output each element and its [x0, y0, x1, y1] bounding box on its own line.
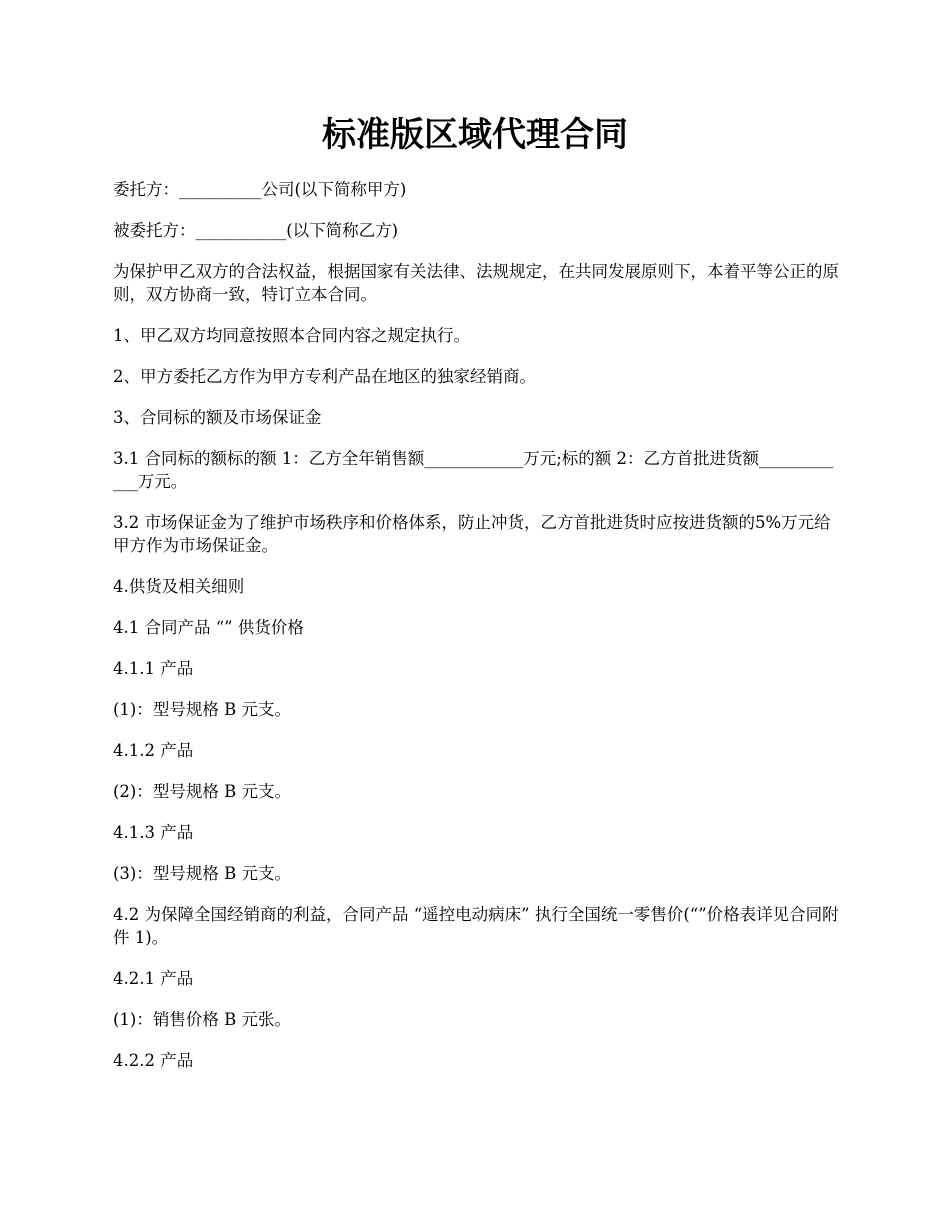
clause-4-1-1: 4.1.1 产品: [113, 659, 194, 678]
paragraph-preamble: 为保护甲乙双方的合法权益，根据国家有关法律、法规规定，在共同发展原则下，本着平等公正的原则，双方协商一致，特订立本合同。: [113, 262, 839, 304]
clause-3-heading: 3、合同标的额及市场保证金: [113, 408, 322, 427]
clause-4-1-2: 4.1.2 产品: [113, 741, 194, 760]
clause-4-heading: 4.供货及相关细则: [113, 577, 245, 596]
clause-3-2: 3.2 市场保证金为了维护市场秩序和价格体系，防止冲货，乙方首批进货时应按进货额的5%万元给甲方作为市场保证金。: [113, 513, 831, 555]
clause-4-1-1-item: (1)：型号规格 B 元支。: [113, 700, 291, 719]
clause-4-1-2-item: (2)：型号规格 B 元支。: [113, 782, 291, 801]
clause-4-2-1: 4.2.1 产品: [113, 969, 194, 988]
clause-4-2-1-item: (1)：销售价格 B 元张。: [113, 1010, 291, 1029]
clause-2: 2、甲方委托乙方作为甲方专利产品在地区的独家经销商。: [113, 367, 536, 386]
clause-4-1-3-item: (3)：型号规格 B 元支。: [113, 864, 291, 883]
clause-4-2: 4.2 为保障全国经销商的利益，合同产品 “遥控电动病床” 执行全国统一零售价(“”价格表详见合同附件 1)。: [113, 905, 839, 947]
clause-4-1: 4.1 合同产品 “” 供货价格: [113, 618, 304, 637]
clause-3-1: 3.1 合同标的额标的额 1：乙方全年销售额____________万元;标的额 2：乙方首批进货额____________万元。: [113, 449, 834, 491]
clause-4-2-2: 4.2.2 产品: [113, 1051, 194, 1070]
document-body: [113, 178, 840, 1090]
clause-4-1-3: 4.1.3 产品: [113, 823, 194, 842]
paragraph-agent: 被委托方：___________(以下简称乙方): [113, 221, 399, 240]
clause-1: 1、甲乙双方均同意按照本合同内容之规定执行。: [113, 326, 470, 345]
paragraph-client: 委托方：__________公司(以下简称甲方): [113, 180, 407, 199]
document-title: 标准版区域代理合同: [322, 115, 628, 155]
